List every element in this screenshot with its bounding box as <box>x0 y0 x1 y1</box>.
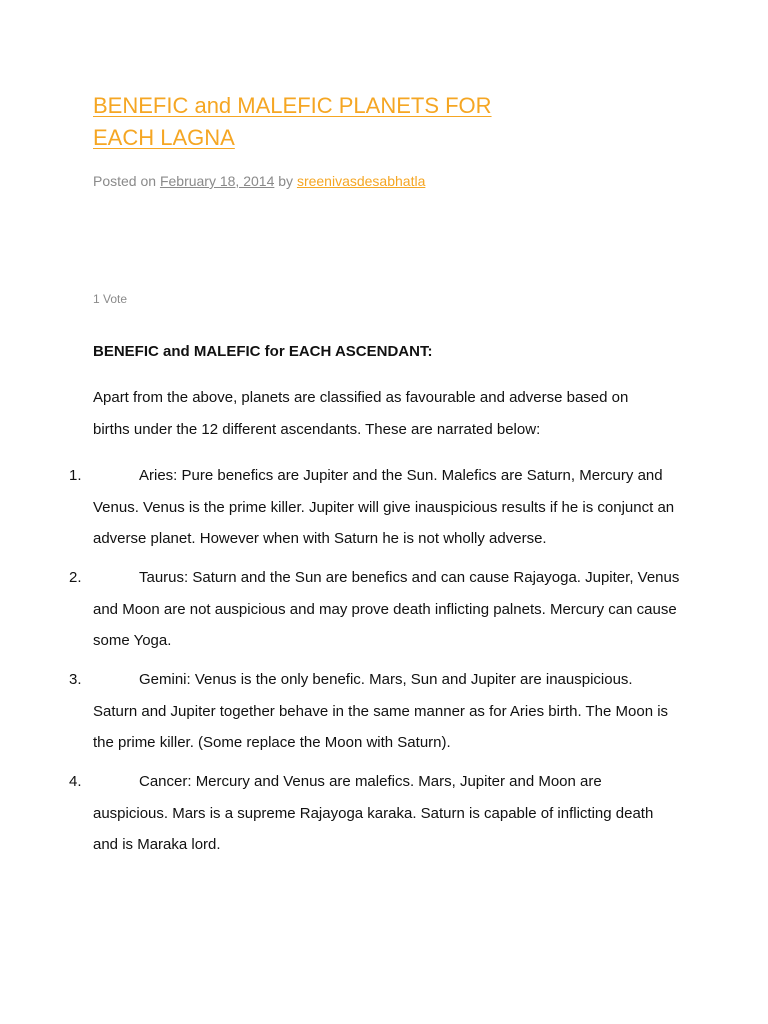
post-title <box>93 90 543 154</box>
list-item-text: Taurus: Saturn and the Sun are benefics and can cause Rajayoga. Jupiter, Venus and Moon are not auspicious and may prove death inflicting palnets. Mercury can cause some Yoga. <box>93 569 680 649</box>
post-date-link[interactable]: February 18, 2014 <box>159 173 275 189</box>
list-item <box>0 664 680 759</box>
list-item-number: 3. <box>69 671 82 688</box>
author-link[interactable]: sreenivasdesabhatla <box>296 173 426 189</box>
lagna-list <box>0 460 680 868</box>
vote-count: 1 Vote <box>93 292 128 306</box>
intro-paragraph: Apart from the above, planets are classified as favourable and adverse based on births under the 12 different ascendants. These are narrated below: <box>93 389 629 438</box>
posted-on-label: Posted on <box>93 173 157 189</box>
post-article <box>69 90 683 853</box>
list-item-number: 2. <box>69 569 82 586</box>
list-item-text: Cancer: Mercury and Venus are malefics. Mars, Jupiter and Moon are auspicious. Mars is a supreme Rajayoga karaka. Saturn is capable of inflicting death and is Maraka lord. <box>93 773 654 853</box>
post-title-link[interactable]: BENEFIC and MALEFIC PLANETS FOR EACH LAGNA <box>93 93 492 150</box>
by-label: by <box>278 173 294 189</box>
list-item-text: Aries: Pure benefics are Jupiter and the Sun. Malefics are Saturn, Mercury and Venus. Venus is the prime killer. Jupiter will give inauspicious results if he is conjunct an adverse planet. However when with Saturn he is not wholly adverse. <box>93 467 675 547</box>
list-item-number: 1. <box>69 467 82 484</box>
list-item-text: Gemini: Venus is the only benefic. Mars, Sun and Jupiter are inauspicious. Saturn and Jupiter together behave in the same manner as for Aries birth. The Moon is the prime killer. (Some replace the Moon with Saturn). <box>93 671 669 751</box>
post-meta <box>93 171 683 191</box>
list-item <box>0 460 680 555</box>
section-heading: BENEFIC and MALEFIC for EACH ASCENDANT: <box>93 343 433 360</box>
list-item-number: 4. <box>69 773 82 790</box>
list-item <box>0 562 680 657</box>
list-item <box>0 766 680 861</box>
